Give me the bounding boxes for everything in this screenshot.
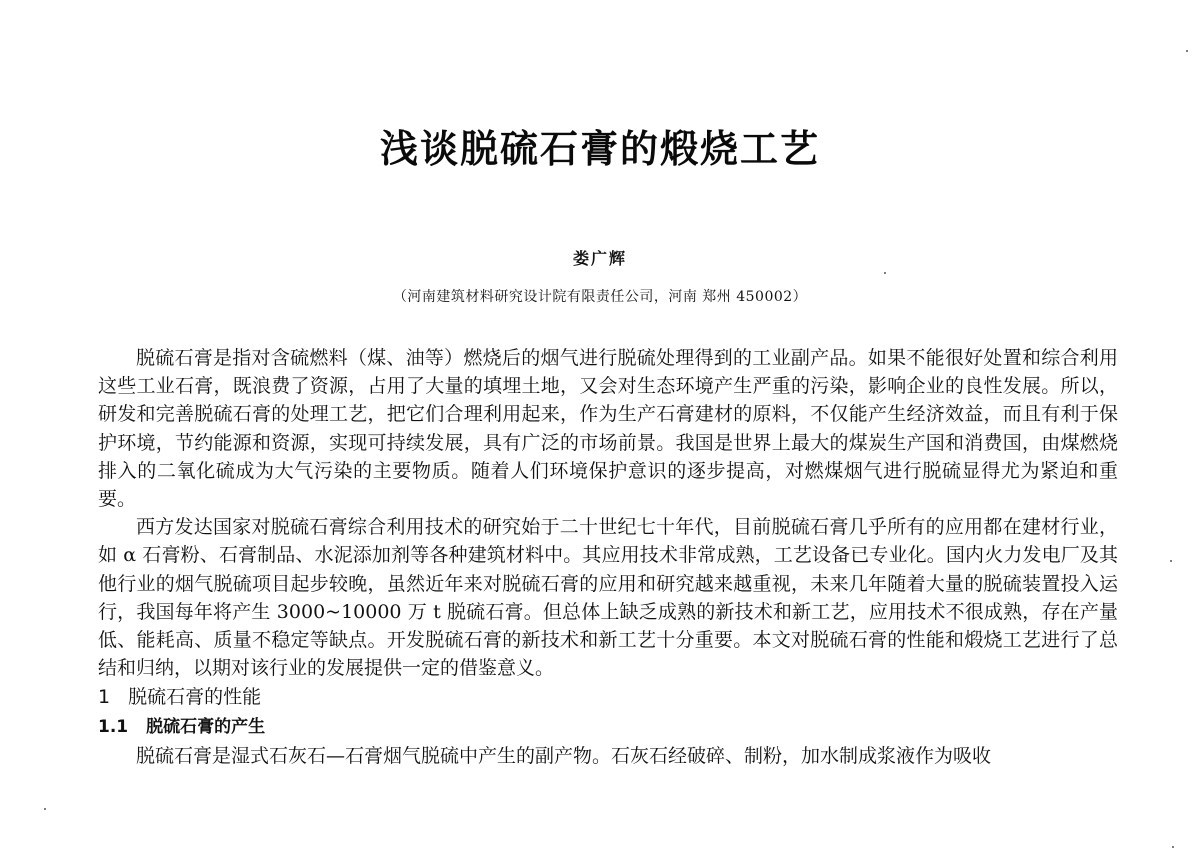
article-title: 浅谈脱硫石膏的煅烧工艺: [379, 127, 820, 171]
subsection-heading: [98, 712, 1118, 742]
section-heading: [98, 682, 1118, 712]
scan-speck: [1172, 846, 1174, 848]
body-paragraph: 西方发达国家对脱硫石膏综合利用技术的研究始于二十世纪七十年代，目前脱硫石膏几乎所有的应用都在建材行业，如 α 石膏粉、石膏制品、水泥添加剂等各种建筑材料中。其应用技术非常成熟，工艺设备已专业化。国内火力发电厂及其他行业的烟气脱硫项目起步较晚，虽然近年来对脱硫石膏的应用和研究越来越重视，未来几年随着大量的脱硫装置投入运行，我国每年将产生 3000~10000 万 t 脱硫石膏。但总体上缺乏成熟的新技术和新工艺，应用技术不很成熟，存在产量低、能耗高、质量不稳定等缺点。开发脱硫石膏的新技术和新工艺十分重要。本文对脱硫石膏的性能和煅烧工艺进行了总结和归纳，以期对该行业的发展提供一定的借鉴意义。: [98, 516, 1118, 680]
body-paragraph: 脱硫石膏是湿式石灰石—石膏烟气脱硫中产生的副产物。石灰石经破碎、制粉，加水制成浆液作为吸收: [136, 745, 992, 768]
section-number: 1: [98, 686, 111, 709]
scan-speck: [1170, 560, 1172, 562]
subsection-title: 脱硫石膏的产生: [146, 717, 266, 738]
body-paragraph: 脱硫石膏是指对含硫燃料（煤、油等）燃烧后的烟气进行脱硫处理得到的工业副产品。如果不能很好处置和综合利用这些工业石膏，既浪费了资源，占用了大量的填埋土地，又会对生态环境产生严重的污染，影响企业的良性发展。所以，研发和完善脱硫石膏的处理工艺，把它们合理利用起来，作为生产石膏建材的原料，不仅能产生经济效益，而且有利于保护环境，节约能源和资源，实现可持续发展，具有广泛的市场前景。我国是世界上最大的煤炭生产国和消费国，由煤燃烧排入的二氧化硫成为大气污染的主要物质。随着人们环境保护意识的逐步提高，对燃煤烟气进行脱硫显得尤为紧迫和重要。: [98, 347, 1118, 511]
scan-speck: [884, 272, 886, 274]
article-body: [98, 344, 1118, 771]
author-name: 娄广辉: [572, 249, 627, 268]
author-affiliation: （河南建筑材料研究设计院有限责任公司，河南 郑州 450002）: [392, 289, 808, 305]
scan-speck: [44, 808, 46, 810]
section-title: 脱硫石膏的性能: [128, 686, 262, 709]
scan-speck: [1186, 50, 1188, 52]
subsection-number: 1.1: [98, 717, 129, 738]
